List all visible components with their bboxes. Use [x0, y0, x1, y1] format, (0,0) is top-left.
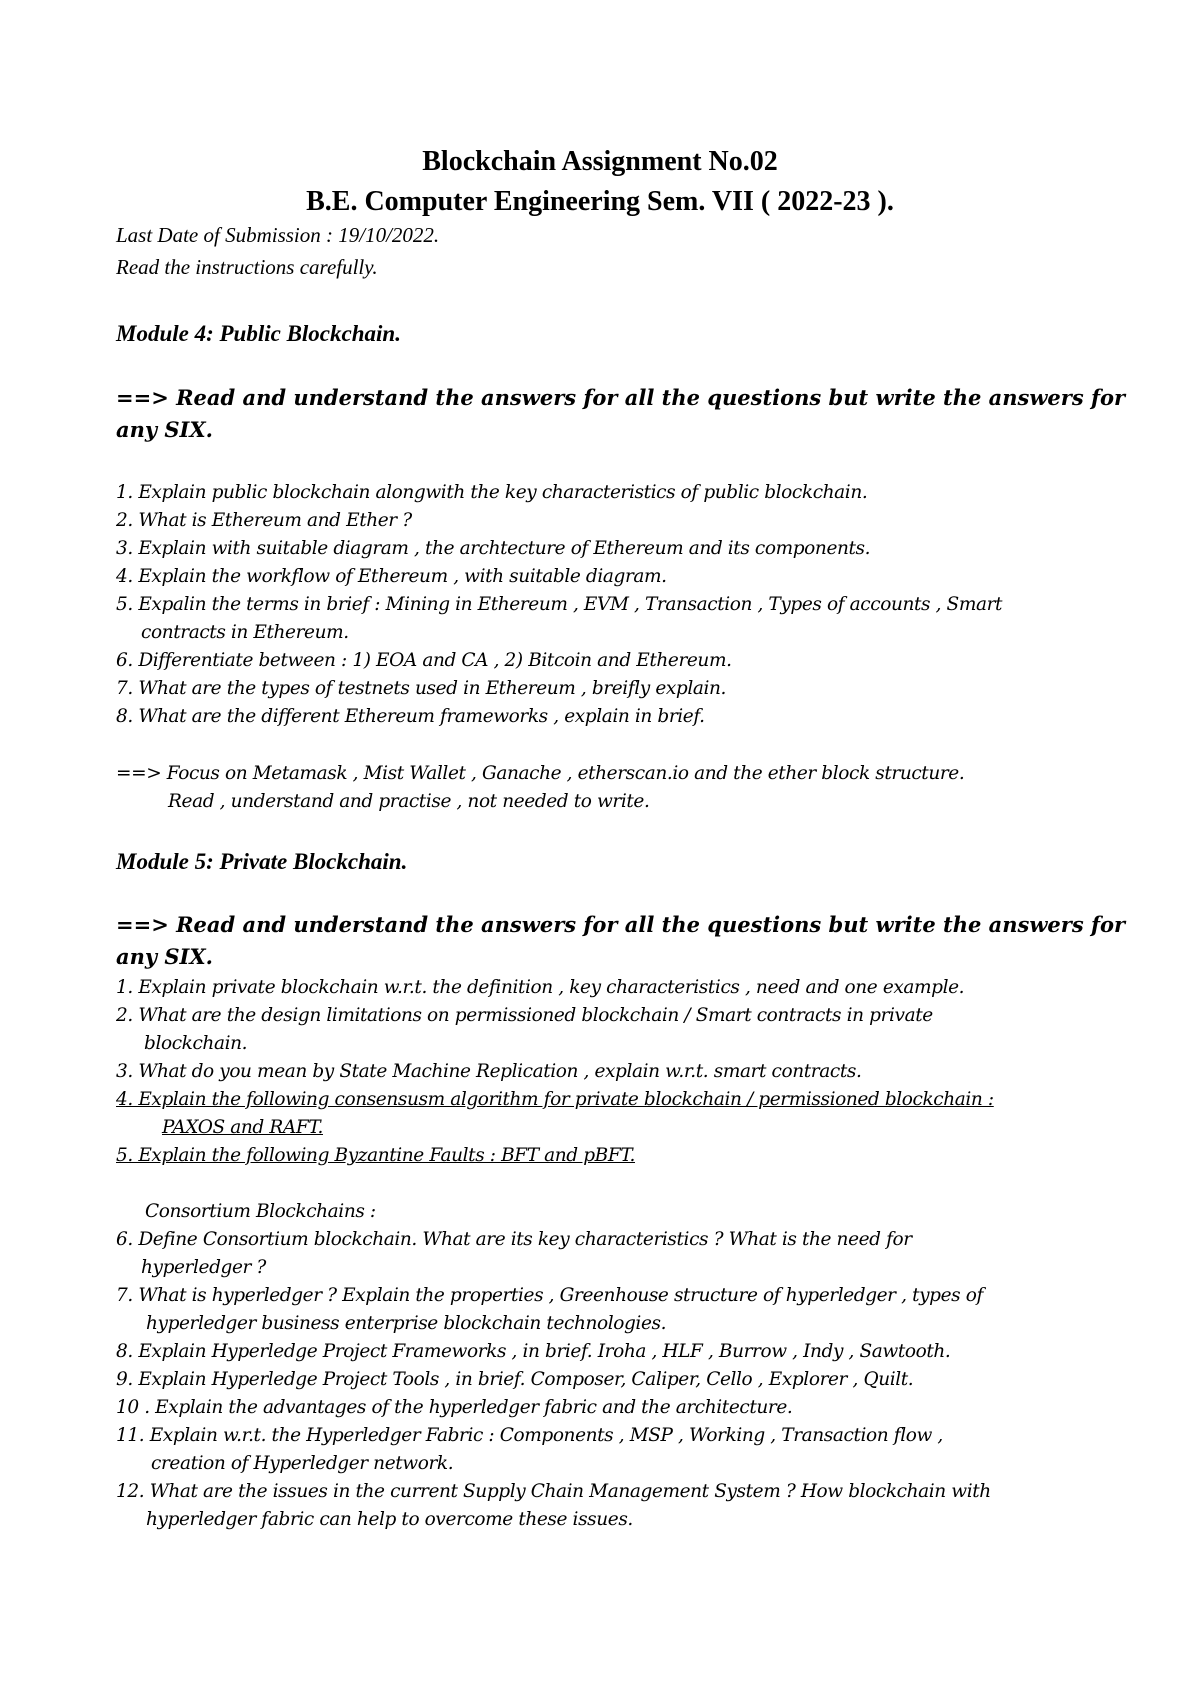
list-item: 11. Explain w.r.t. the Hyperledger Fabric : Components , MSP , Working , Transaction flow ,	[116, 1425, 943, 1446]
list-item: blockchain.	[144, 1033, 248, 1054]
list-item: hyperledger ?	[141, 1257, 266, 1278]
list-item: 9. Explain Hyperledge Project Tools , in brief. Composer, Caliper, Cello , Explorer , Quilt.	[116, 1369, 914, 1390]
list-item: 6. Differentiate between : 1) EOA and CA , 2) Bitcoin and Ethereum.	[116, 650, 732, 671]
list-item: 3. Explain with suitable diagram , the archtecture of Ethereum and its components.	[116, 538, 871, 559]
list-item: 7. What are the types of testnets used in Ethereum , breifly explain.	[116, 678, 726, 699]
document-title: Blockchain Assignment No.02	[422, 146, 778, 177]
list-item: 12. What are the issues in the current Supply Chain Management System ? How blockchain with	[116, 1481, 991, 1502]
list-item: 4. Explain the following consensusm algorithm for private blockchain / permissioned blockchain :	[116, 1089, 994, 1110]
module-4-focus-note: ==> Focus on Metamask , Mist Wallet , Ganache , etherscan.io and the ether block structure.	[116, 763, 965, 784]
read-instructions-note: Read the instructions carefully.	[116, 255, 378, 279]
module-4-focus-note-cont: Read , understand and practise , not needed to write.	[168, 791, 650, 812]
list-item: 2. What are the design limitations on permissioned blockchain / Smart contracts in private	[116, 1005, 933, 1026]
module-5-instruction: ==> Read and understand the answers for all the questions but write the answers for	[116, 912, 1126, 937]
list-item: 1. Explain public blockchain alongwith the key characteristics of public blockchain.	[116, 482, 868, 503]
list-item: 3. What do you mean by State Machine Replication , explain w.r.t. smart contracts.	[116, 1061, 862, 1082]
module-5-heading: Module 5: Private Blockchain.	[116, 849, 408, 874]
consortium-heading: Consortium Blockchains :	[145, 1201, 376, 1222]
list-item: PAXOS and RAFT.	[162, 1117, 323, 1138]
document-subtitle: B.E. Computer Engineering Sem. VII ( 2022-23 ).	[306, 186, 894, 217]
module-5-instruction-cont: any SIX.	[116, 944, 213, 969]
list-item: hyperledger business enterprise blockchain technologies.	[146, 1313, 667, 1334]
list-item: contracts in Ethereum.	[141, 622, 349, 643]
list-item: 4. Explain the workflow of Ethereum , with suitable diagram.	[116, 566, 667, 587]
submission-date: Last Date of Submission : 19/10/2022.	[116, 223, 440, 247]
list-item: 5. Expalin the terms in brief : Mining in Ethereum , EVM , Transaction , Types of accounts , Smart	[116, 594, 1003, 615]
list-item: 1. Explain private blockchain w.r.t. the definition , key characteristics , need and one example.	[116, 977, 965, 998]
list-item: 2. What is Ethereum and Ether ?	[116, 510, 412, 531]
module-4-heading: Module 4: Public Blockchain.	[116, 321, 401, 346]
list-item: 8. What are the different Ethereum frameworks , explain in brief.	[116, 706, 705, 727]
list-item: 5. Explain the following Byzantine Faults : BFT and pBFT.	[116, 1145, 635, 1166]
list-item: hyperledger fabric can help to overcome these issues.	[146, 1509, 633, 1530]
list-item: 8. Explain Hyperledge Project Frameworks , in brief. Iroha , HLF , Burrow , Indy , Sawtooth.	[116, 1341, 951, 1362]
module-4-instruction: ==> Read and understand the answers for all the questions but write the answers for	[116, 385, 1126, 410]
list-item: 7. What is hyperledger ? Explain the properties , Greenhouse structure of hyperledger , types of	[116, 1285, 983, 1306]
module-4-instruction-cont: any SIX.	[116, 417, 213, 442]
list-item: 6. Define Consortium blockchain. What are its key characteristics ? What is the need for	[116, 1229, 912, 1250]
list-item: 10 . Explain the advantages of the hyperledger fabric and the architecture.	[116, 1397, 793, 1418]
list-item: creation of Hyperledger network.	[151, 1453, 454, 1474]
